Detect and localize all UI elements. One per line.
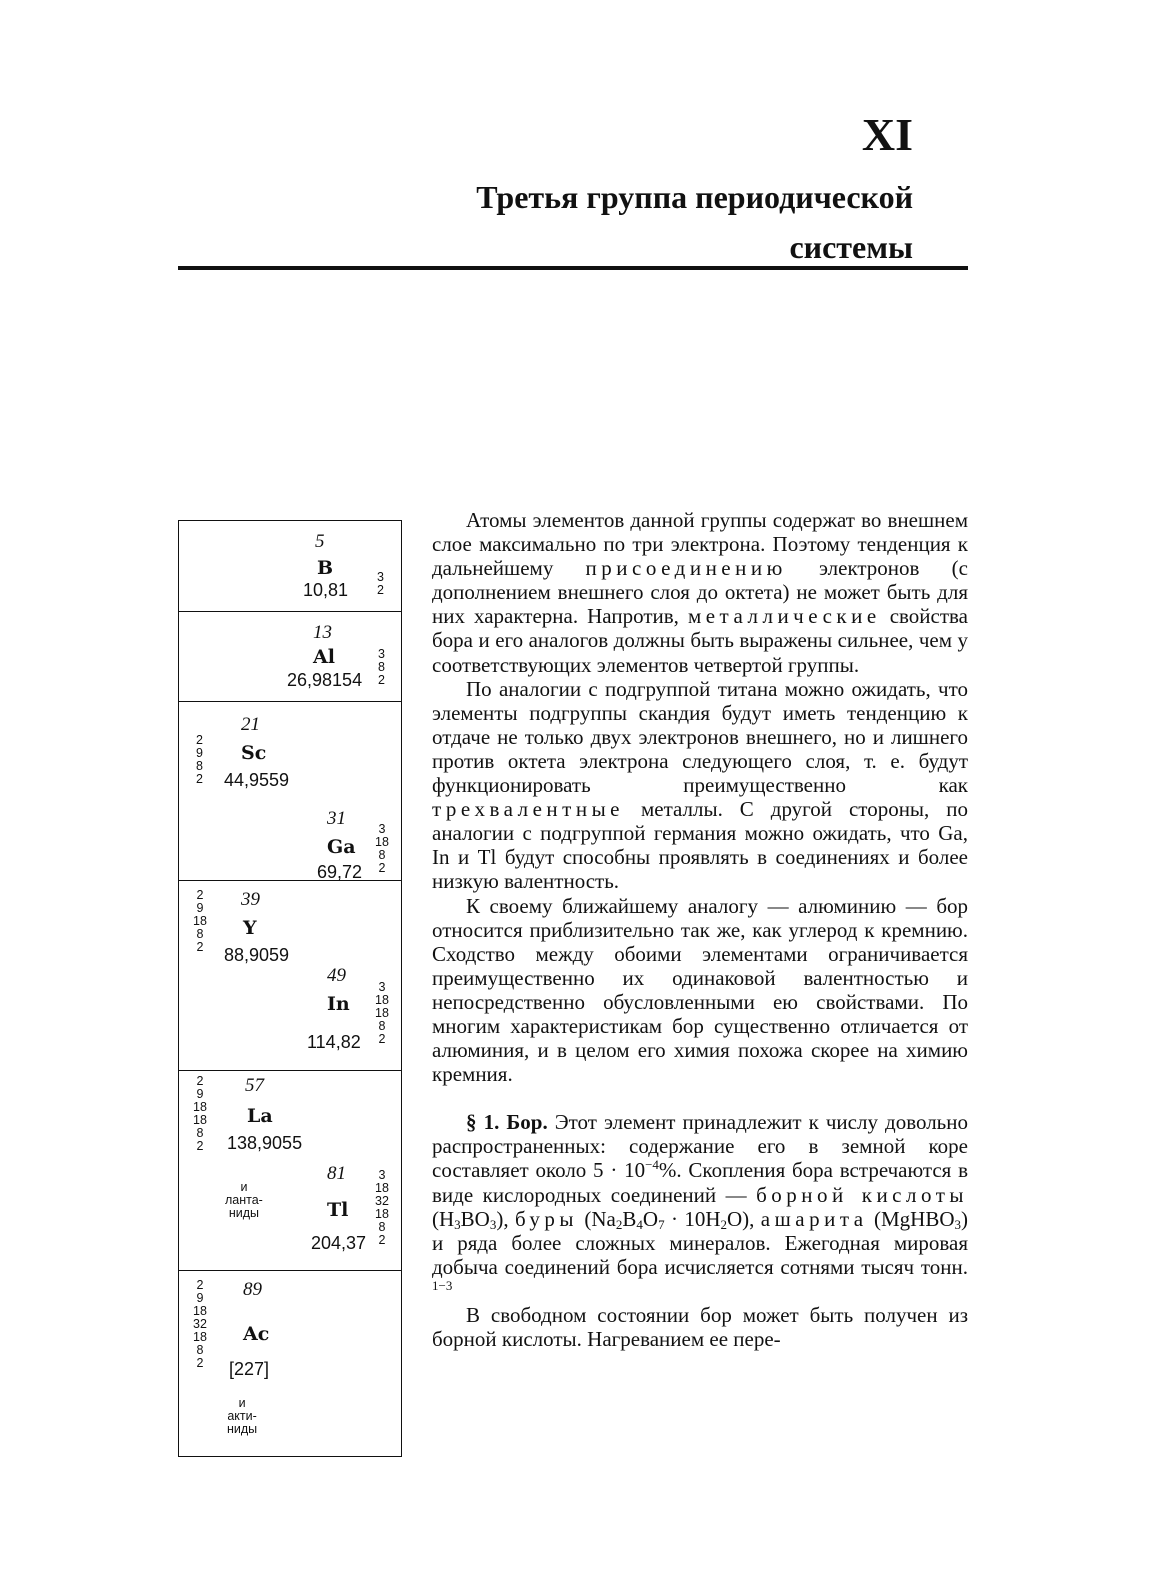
- spaced-term: ашарита: [760, 1206, 868, 1231]
- shell-value: 2: [196, 1278, 204, 1292]
- shell-value: 18: [375, 1006, 389, 1020]
- spaced-term: металлические: [687, 604, 881, 629]
- shell-value: 3: [377, 570, 384, 584]
- atomic-number: 13: [313, 622, 332, 643]
- shell-value: 2: [196, 733, 203, 747]
- spaced-term: буры: [515, 1206, 578, 1231]
- atomic-mass: [227]: [229, 1359, 270, 1379]
- chapter-title-line-1: Третья группа периодической: [476, 179, 913, 215]
- spaced-term: борной кислоты: [756, 1182, 968, 1207]
- text-run: свойства бора и его аналогов должны быть выражены сильнее, чем у соответствующих элементов четвертой группы.: [432, 604, 968, 677]
- shell-value: 9: [196, 1291, 204, 1305]
- subscript: 3: [954, 1216, 961, 1232]
- atomic-number: 81: [327, 1163, 346, 1184]
- shell-value: 8: [196, 1343, 204, 1357]
- electron-shells: [378, 648, 385, 687]
- exponent: −4: [645, 1157, 659, 1173]
- atomic-number: 57: [245, 1075, 264, 1096]
- note-line: и: [238, 1396, 246, 1410]
- shell-value: 2: [196, 772, 203, 786]
- shell-value: 3: [378, 822, 386, 836]
- paragraph: К своему ближайшему аналогу — алюминию — бор относится приблизительно так же, как углерод к кремнию. Сходство между обоими элементами ограничивается преимущественно их одинаковой валентностью и непосредственно обусловленными ею свойствами. По многим характеристикам бор существенно отличается от алюминия, и в целом его химия похожа скорее на химию кремния.: [432, 893, 968, 1087]
- shell-value: 18: [193, 1330, 207, 1344]
- shell-value: 32: [193, 1317, 207, 1331]
- text-run: (MgHBO: [867, 1206, 955, 1231]
- note-line: ниды: [228, 1206, 260, 1220]
- text-run: ) и ряда более сложных минералов. Ежегодная мировая добыча соединений бора исчисляется сотнями тысяч тонн.: [432, 1206, 968, 1279]
- shell-value: 9: [196, 901, 204, 915]
- shell-value: 3: [378, 980, 386, 994]
- shell-value: 8: [378, 848, 386, 862]
- text-run: (H: [432, 1206, 455, 1231]
- shell-value: 18: [375, 1181, 389, 1195]
- note-line: ниды: [227, 1422, 258, 1436]
- shell-value: 3: [378, 647, 385, 661]
- subscript: 3: [454, 1216, 461, 1232]
- chapter-title: [476, 172, 913, 272]
- body-text: [432, 508, 968, 1351]
- section-heading: § 1. Бор.: [466, 1110, 548, 1135]
- text-run: O: [642, 1206, 659, 1231]
- shell-value: 18: [193, 1113, 207, 1127]
- atomic-number: 31: [327, 808, 346, 829]
- subscript: 7: [658, 1216, 665, 1232]
- shell-value: 9: [196, 1087, 204, 1101]
- shell-value: 2: [196, 940, 204, 954]
- lanthanides-note: [225, 1181, 263, 1220]
- shell-value: 2: [378, 673, 385, 687]
- text-run: металлы. С другой стороны, по аналогии с подгруппой германия можно ожидать, что Ga, In и Tl будут способны проявлять в соединениях и более низкую валентность.: [432, 797, 968, 894]
- atomic-mass: 88,9059: [224, 945, 290, 965]
- shell-value: 18: [193, 1304, 207, 1318]
- atomic-number: 49: [327, 965, 346, 986]
- atomic-mass: 138,9055: [227, 1133, 303, 1153]
- text-run: По аналогии с подгруппой титана можно ожидать, что элементы подгруппы скандия будут иметь тенденцию к отдаче не только двух электронов внешнего, но и лишнего против октета электрона следующего слоя, т. е. будут функционировать преимущественно как: [432, 676, 968, 798]
- shell-value: 18: [193, 914, 207, 928]
- reference-marker: 1−3: [432, 1277, 453, 1293]
- electron-shells: [375, 981, 389, 1046]
- subscript: 2: [615, 1216, 623, 1232]
- text-run: · 10H: [664, 1206, 721, 1231]
- text-run: O),: [727, 1206, 761, 1231]
- shell-value: 2: [377, 583, 384, 597]
- electron-shells: [193, 889, 207, 954]
- subscript: 3: [489, 1216, 497, 1232]
- table-cell-yttrium-indium: [179, 881, 401, 1071]
- shell-value: 8: [378, 660, 385, 674]
- atomic-mass: 114,82: [307, 1032, 361, 1052]
- shell-value: 32: [375, 1194, 389, 1208]
- shell-value: 8: [378, 1220, 386, 1234]
- element-symbol: Tl: [327, 1199, 349, 1221]
- atomic-mass: 69,72: [317, 862, 363, 882]
- element-symbol: In: [327, 993, 350, 1015]
- shell-value: 2: [196, 888, 204, 902]
- text-run: ),: [496, 1206, 515, 1231]
- element-symbol: Y: [243, 917, 257, 939]
- atomic-number: 39: [241, 889, 260, 910]
- shell-value: 18: [375, 835, 389, 849]
- chapter-title-line-2: системы: [789, 229, 913, 265]
- atomic-mass: 44,9559: [224, 770, 290, 790]
- electron-shells: [375, 823, 389, 875]
- spaced-term: трехвалентные: [432, 797, 625, 822]
- subscript: 2: [720, 1216, 727, 1232]
- electron-shells: [377, 571, 384, 597]
- shell-value: 2: [378, 1032, 386, 1046]
- paragraph: [432, 677, 968, 894]
- atomic-number: 21: [241, 714, 260, 735]
- table-cell-scandium-gallium: [179, 702, 401, 881]
- actinides-note: [227, 1397, 257, 1436]
- shell-value: 9: [196, 746, 203, 760]
- note-line: и: [240, 1180, 248, 1194]
- subscript: 4: [636, 1216, 643, 1232]
- shell-value: 8: [196, 927, 204, 941]
- text-run: Атомы элементов данной группы содержат во внешнем слое максимально по три электрона. Поэтому тенденция к дальнейшему: [432, 508, 968, 581]
- note-line: ланта-: [225, 1193, 263, 1207]
- note-line: акти-: [227, 1409, 257, 1423]
- table-cell-aluminum: [179, 612, 401, 702]
- text-run: электронов (с дополнением внешнего слоя до октета) не может быть для них характерна. Напротив,: [432, 556, 968, 629]
- element-symbol: La: [247, 1105, 273, 1127]
- text-run: Этот элемент принадлежит к числу довольно распространенных: содержание его в земной коре составляет около 5 · 10: [432, 1110, 968, 1183]
- element-symbol: B: [317, 557, 334, 579]
- electron-shells: [193, 1075, 207, 1153]
- electron-shells: [193, 1279, 207, 1370]
- section-gap: [432, 1086, 968, 1110]
- shell-value: 8: [196, 1126, 204, 1140]
- electron-shells: [375, 1169, 389, 1247]
- atomic-number: 89: [243, 1279, 262, 1300]
- electron-shells: [196, 734, 203, 786]
- paragraph: В свободном состоянии бор может быть получен из борной кислоты. Нагреванием ее пере-: [432, 1303, 968, 1352]
- element-symbol: Ga: [327, 836, 356, 858]
- atomic-number: 5: [315, 531, 325, 552]
- shell-value: 3: [378, 1168, 386, 1182]
- text-run: BO: [460, 1206, 490, 1231]
- paragraph: [432, 508, 968, 677]
- table-cell-actinium: [179, 1271, 401, 1456]
- shell-value: 18: [375, 1207, 389, 1221]
- element-symbol: Ac: [243, 1323, 270, 1345]
- table-cell-boron: [179, 521, 401, 612]
- shell-value: 18: [375, 993, 389, 1007]
- chapter-number: XI: [861, 109, 913, 160]
- shell-value: 2: [378, 861, 386, 875]
- shell-value: 18: [193, 1100, 207, 1114]
- shell-value: 8: [378, 1019, 386, 1033]
- shell-value: 2: [196, 1074, 204, 1088]
- table-cell-lanthanum-thallium: [179, 1071, 401, 1271]
- shell-value: 2: [378, 1233, 386, 1247]
- text-run: %. Скопления бора встречаются в виде кислородных соединений —: [432, 1158, 968, 1207]
- atomic-mass: 10,81: [303, 580, 349, 600]
- element-symbol: Al: [313, 646, 335, 668]
- element-symbol: Sc: [241, 742, 267, 764]
- shell-value: 2: [196, 1356, 204, 1370]
- spaced-term: присоединению: [585, 556, 787, 581]
- shell-value: 8: [196, 759, 203, 773]
- text-run: (Na: [578, 1206, 616, 1231]
- group-three-table: [178, 520, 402, 1457]
- atomic-mass: 26,98154: [287, 670, 363, 690]
- section-paragraph: [432, 1110, 968, 1303]
- atomic-mass: 204,37: [311, 1233, 367, 1253]
- chapter-divider: [178, 266, 968, 270]
- text-run: B: [622, 1206, 637, 1231]
- shell-value: 2: [196, 1139, 204, 1153]
